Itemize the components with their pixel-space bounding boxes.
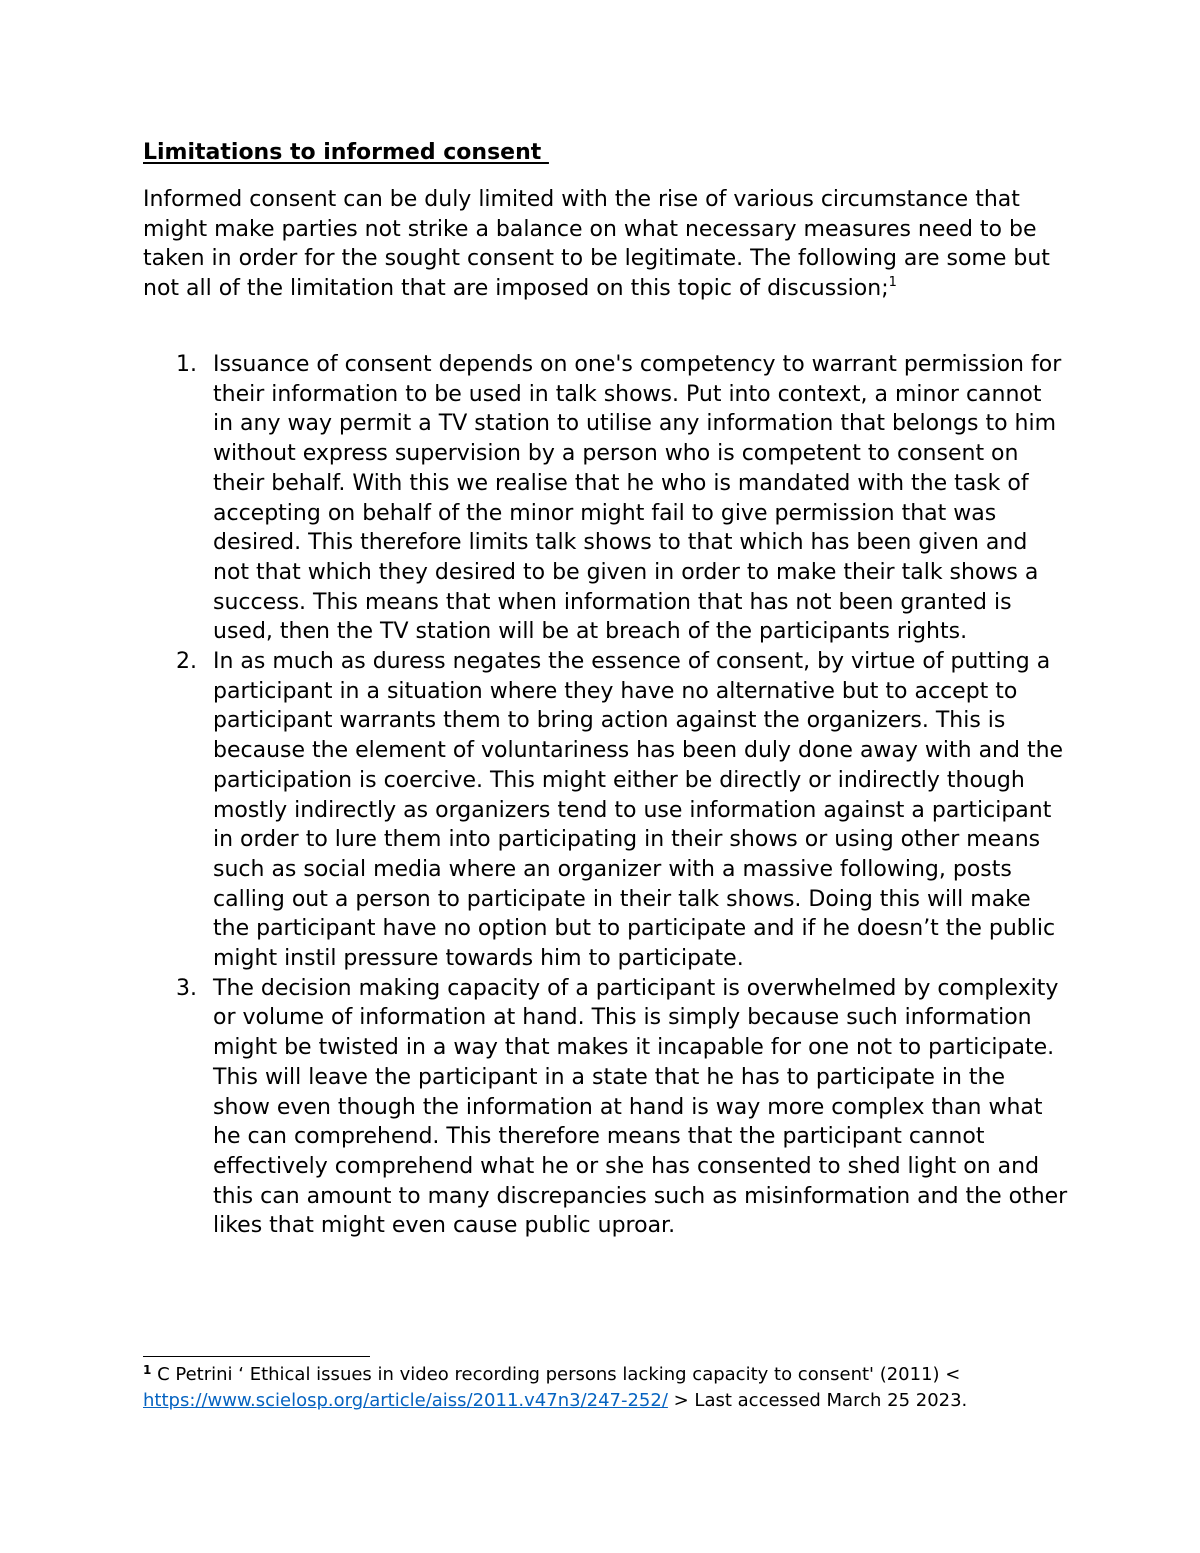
list-item [143, 350, 1068, 647]
list-item-text: The decision making capacity of a participant is overwhelmed by complexity or volume of information at hand. This is simply because such information might be twisted in a way that makes it incapable for one not to participate. This will leave the participant in a state that he has to participate in the show even though the information at hand is way more complex than what he can comprehend. This therefore means that the participant cannot effectively comprehend what he or she has consented to shed light on and this can amount to many discrepancies such as misinformation and the other likes that might even cause public uproar. [213, 975, 1068, 1239]
list-item-number: 2. [176, 649, 197, 675]
list-item-number: 3. [176, 975, 197, 1001]
list-item-text: In as much as duress negates the essence of consent, by virtue of putting a participant in a situation where they have no alternative but to accept to participant warrants them to bring action against the organizers. This is because the element of voluntariness has been duly done away with and the participation is coercive. This might either be directly or indirectly though mostly indirectly as organizers tend to use information against a participant in order to lure them into participating in their shows or using other means such as social media where an organizer with a massive following, posts calling out a person to participate in their talk shows. Doing this will make the participant have no option but to participate and if he doesn’t the public might instil pressure towards him to participate. [213, 649, 1064, 972]
footnote-mark: 1 [143, 1363, 152, 1377]
page-heading: Limitations to informed consent [143, 140, 549, 165]
list-item-number: 1. [176, 352, 197, 377]
footnote [143, 1362, 1083, 1414]
footnote-reference[interactable]: 1 [888, 275, 897, 291]
footnote-link[interactable]: https://www.scielosp.org/article/aiss/2011.v47n3/247-252/ [143, 1390, 668, 1411]
intro-paragraph [143, 185, 1063, 304]
intro-text: Informed consent can be duly limited with the rise of various circumstance that might make parties not strike a balance on what necessary measures need to be taken in order for the sought consent to be legitimate. The following are some but not all of the limitation that are imposed on this topic of discussion; [143, 187, 1050, 302]
limitations-list [143, 350, 1068, 1241]
footnote-separator [143, 1356, 370, 1357]
footnote-text-after: > Last accessed March 25 2023. [667, 1390, 968, 1411]
list-item [143, 647, 1068, 974]
footnote-text-before: C Petrini ‘ Ethical issues in video recording persons lacking capacity to consent' (2011) < [151, 1364, 961, 1385]
list-item-text: Issuance of consent depends on one's competency to warrant permission for their information to be used in talk shows. Put into context, a minor cannot in any way permit a TV station to utilise any information that belongs to him without express supervision by a person who is competent to consent on their behalf. With this we realise that he who is mandated with the task of accepting on behalf of the minor might fail to give permission that was desired. This therefore limits talk shows to that which has been given and not that which they desired to be given in order to make their talk shows a success. This means that when information that has not been granted is used, then the TV station will be at breach of the participants rights. [213, 352, 1062, 645]
list-item [143, 974, 1068, 1241]
